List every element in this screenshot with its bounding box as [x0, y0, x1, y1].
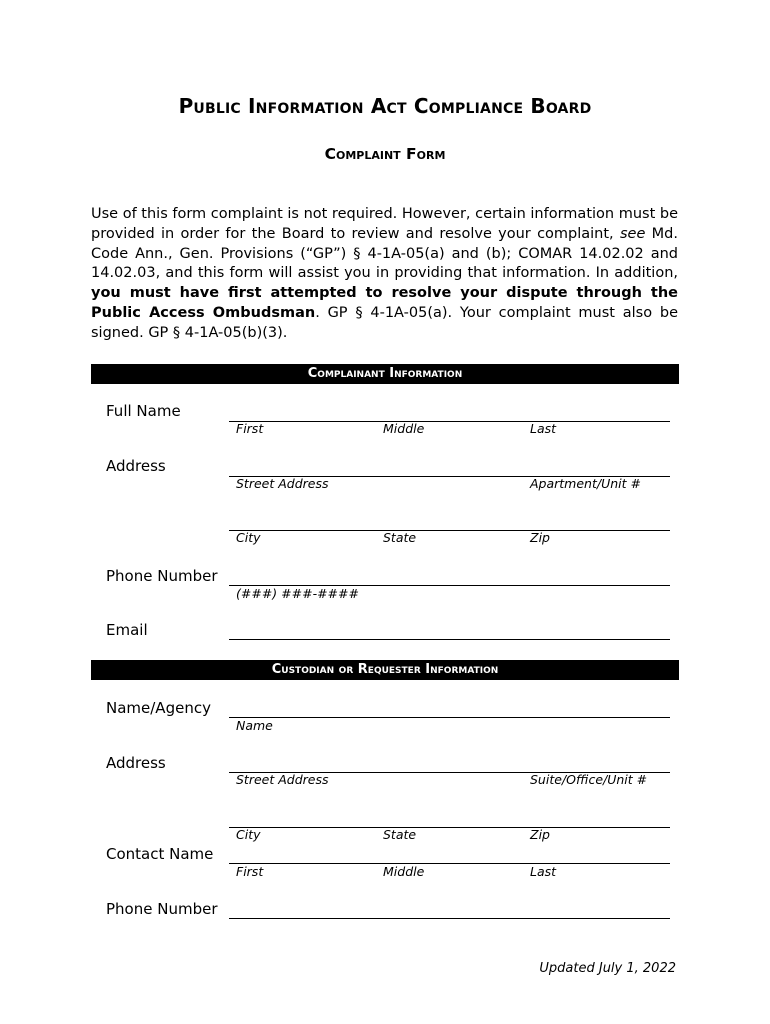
- address-label: Address: [106, 457, 166, 475]
- state-caption: State: [383, 530, 417, 545]
- intro-text-2: Md. Code Ann., Gen. Provisions (“GP”) § 4-1A-05(a) and (b); COMAR 14.02.02 and 14.02.03, and this form will assist you in providing that information. In addition,: [91, 225, 678, 282]
- intro-text-3: . GP § 4-1A-05(a). Your complaint must also be signed. GP § 4-1A-05(b)(3).: [91, 304, 679, 341]
- custodian-zip-caption: Zip: [530, 827, 550, 842]
- intro-see: see: [619, 225, 646, 242]
- email-field[interactable]: [229, 639, 670, 640]
- first-name-caption: First: [236, 421, 264, 436]
- zip-caption: Zip: [530, 530, 550, 545]
- suite-caption: Suite/Office/Unit #: [530, 772, 648, 787]
- form-subtitle: Complaint Form: [324, 145, 446, 163]
- contact-last-caption: Last: [530, 864, 557, 879]
- full-name-field[interactable]: [229, 421, 670, 422]
- contact-middle-caption: Middle: [383, 864, 425, 879]
- phone-label: Phone Number: [106, 567, 218, 585]
- custodian-street-caption: Street Address: [236, 772, 329, 787]
- intro-text-1: Use of this form complaint is not required. However, certain information must be provided in order for the Board to review and resolve your complaint,: [91, 206, 678, 242]
- custodian-state-caption: State: [383, 827, 417, 842]
- custodian-phone-label: Phone Number: [106, 900, 218, 918]
- email-label: Email: [106, 621, 148, 639]
- full-name-label: Full Name: [106, 402, 181, 420]
- city-caption: City: [236, 530, 261, 545]
- contact-name-label: Contact Name: [106, 845, 214, 863]
- contact-first-caption: First: [236, 864, 264, 879]
- name-caption: Name: [236, 718, 273, 733]
- custodian-phone-field[interactable]: [229, 918, 670, 919]
- complainant-section-header: Complainant Information: [91, 364, 679, 384]
- street-address-caption: Street Address: [236, 476, 329, 491]
- contact-name-field[interactable]: [229, 863, 670, 864]
- name-agency-label: Name/Agency: [106, 699, 211, 717]
- middle-name-caption: Middle: [383, 421, 425, 436]
- city-state-zip-field[interactable]: [229, 530, 670, 531]
- last-name-caption: Last: [530, 421, 557, 436]
- intro-bold: you must have first attempted to resolve your dispute through the Public Access Ombudsman: [91, 285, 678, 321]
- phone-format-caption: (###) ###-####: [236, 586, 359, 601]
- name-agency-field[interactable]: [229, 717, 670, 718]
- custodian-section-header: Custodian or Requester Information: [91, 660, 679, 680]
- intro-paragraph: [91, 205, 678, 344]
- custodian-city-caption: City: [236, 827, 261, 842]
- custodian-address-label: Address: [106, 754, 166, 772]
- page-title: Public Information Act Compliance Board: [178, 94, 592, 118]
- apartment-caption: Apartment/Unit #: [530, 476, 641, 491]
- updated-date: Updated July 1, 2022: [539, 961, 676, 976]
- custodian-city-state-zip-field[interactable]: [229, 827, 670, 828]
